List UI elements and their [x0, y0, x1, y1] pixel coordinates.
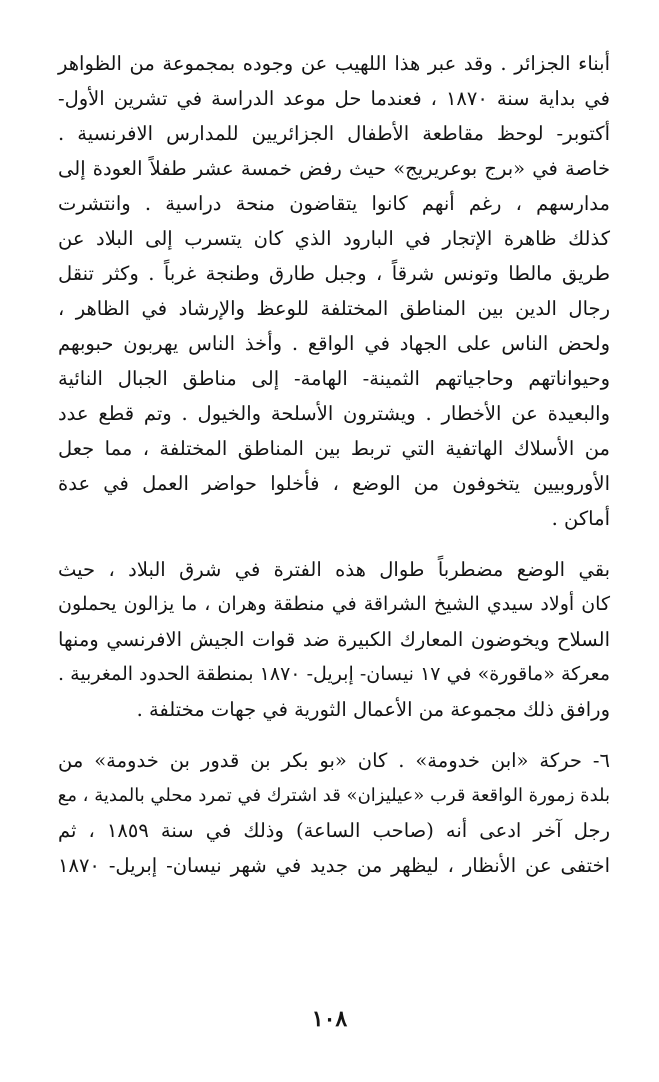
text-line: بقي الوضع مضطرباً طوال هذه الفترة في شرق البلاد ، حيث: [58, 558, 610, 581]
text-line: طريق مالطا وتونس شرقاً ، وجبل طارق وطنجة غرباً . وكثر تنقل: [58, 262, 610, 285]
page-number: ١٠٨: [311, 1006, 348, 1032]
text-line: بلدة زمورة الواقعة قرب «عيليزان» قد اشترك في تمرد محلي بالمدية ، مع: [57, 785, 610, 806]
text-line: رجال الدين بين المناطق المختلفة للوعظ والإرشاد في الظاهر ،: [58, 297, 610, 320]
text-line: خاصة في «برج بوعريريج» حيث رفض خمسة عشر طفلاً العودة إلى: [58, 157, 610, 180]
text-line: أكتوبر- لوحظ مقاطعة الأطفال الجزائريين للمدارس الافرنسية .: [58, 122, 610, 145]
paragraph-1: [58, 46, 610, 536]
text-line: كان أولاد سيدي الشيخ الشراقة في منطقة وهران ، ما يزالون يحملون: [58, 593, 610, 615]
paragraph-3: [58, 743, 610, 883]
text-line: وحيواناتهم وحاجياتهم الثمينة- الهامة- إلى مناطق الجبال النائية: [58, 367, 610, 390]
text-line: أبناء الجزائر . وقد عبر هذا اللهيب عن وجوده بمجموعة من الظواهر: [58, 52, 610, 75]
paragraph-2: [58, 552, 610, 727]
text-line: أماكن .: [551, 507, 610, 530]
text-line: مدارسهم ، رغم أنهم كانوا يتقاضون منحة دراسية . وانتشرت: [58, 192, 610, 215]
text-line: السلاح ويخوضون المعارك الكبيرة ضد قوات الجيش الافرنسي ومنها: [58, 628, 610, 651]
text-line: ٦- حركة «ابن خدومة» . كان «بو بكر بن قدور بن خدومة» من: [58, 749, 610, 772]
text-line: في بداية سنة ١٨٧٠ ، فعندما حل موعد الدراسة في تشرين الأول-: [58, 87, 610, 110]
text-line: كذلك ظاهرة الإتجار في البارود الذي كان يتسرب إلى البلاد عن: [58, 227, 610, 250]
text-line: من الأسلاك الهاتفية التي تربط بين المناطق المختلفة ، مما جعل: [58, 437, 610, 460]
page-body: [58, 46, 610, 883]
text-line: رجل آخر ادعى أنه (صاحب الساعة) وذلك في سنة ١٨٥٩ ، ثم: [58, 819, 610, 842]
text-line: والبعيدة عن الأخطار . ويشترون الأسلحة والخيول . وتم قطع عدد: [58, 402, 610, 425]
text-line: الأوروبيين يتخوفون من الوضع ، فأخلوا حواضر العمل في عدة: [58, 472, 610, 495]
text-line: معركة «ماقورة» في ١٧ نيسان- إبريل- ١٨٧٠ بمنطقة الحدود المغربية .: [58, 663, 611, 685]
text-line: ورافق ذلك مجموعة من الأعمال الثورية في جهات مختلفة .: [136, 698, 610, 721]
text-line: اختفى عن الأنظار ، ليظهر من جديد في شهر نيسان- إبريل- ١٨٧٠: [58, 854, 610, 877]
text-line: ولحض الناس على الجهاد في الواقع . وأخذ الناس يهربون حبوبهم: [58, 332, 610, 355]
